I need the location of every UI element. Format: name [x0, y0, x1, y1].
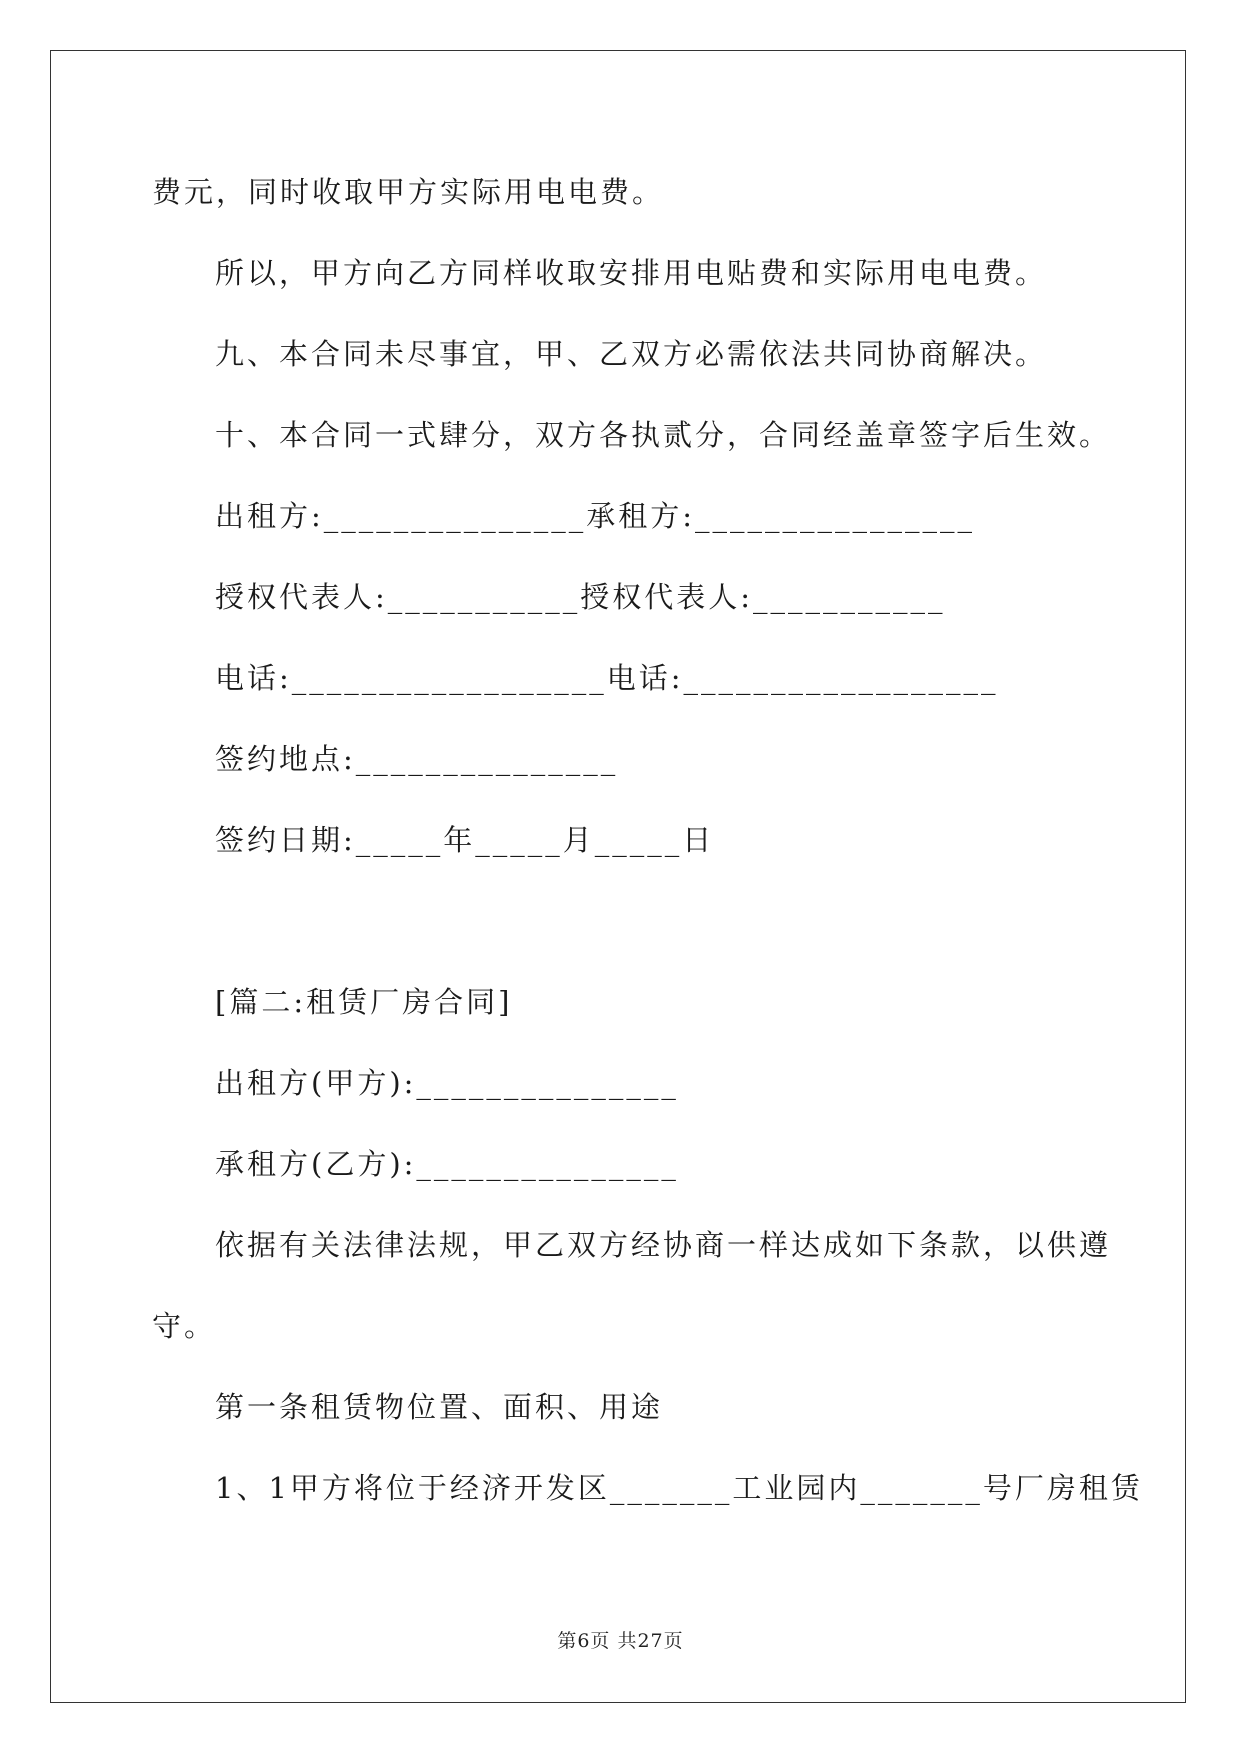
- text-line: 1、1甲方将位于经济开发区_______工业园内_______号厂房租赁: [215, 1471, 1143, 1505]
- phone-field: 电话:__________________电话:__________________: [215, 661, 999, 695]
- page-footer: 第6页 共27页: [557, 1630, 684, 1652]
- representative-field: 授权代表人:___________授权代表人:___________: [215, 580, 946, 614]
- lessor-party-field: 出租方(甲方):_______________: [215, 1066, 679, 1100]
- article-heading: 第一条租赁物位置、面积、用途: [215, 1390, 664, 1424]
- text-line: 依据有关法律法规，甲乙双方经协商一样达成如下条款，以供遵: [215, 1228, 1112, 1262]
- text-line: 十、本合同一式肆分，双方各执贰分，合同经盖章签字后生效。: [215, 418, 1112, 452]
- text-line: 守。: [152, 1309, 217, 1343]
- lessee-party-field: 承租方(乙方):_______________: [215, 1147, 679, 1181]
- page-border: [50, 50, 1186, 1703]
- signing-place-field: 签约地点:_______________: [215, 742, 619, 776]
- signing-date-field: 签约日期:_____年_____月_____日: [215, 823, 715, 857]
- text-line: 九、本合同未尽事宜，甲、乙双方必需依法共同协商解决。: [215, 337, 1048, 371]
- section-title: [篇二:租赁厂房合同]: [215, 985, 513, 1019]
- text-line: 所以，甲方向乙方同样收取安排用电贴费和实际用电电费。: [215, 256, 1048, 290]
- lessor-field: 出租方:_______________承租方:________________: [215, 499, 976, 533]
- text-line: 费元，同时收取甲方实际用电电费。: [152, 175, 665, 209]
